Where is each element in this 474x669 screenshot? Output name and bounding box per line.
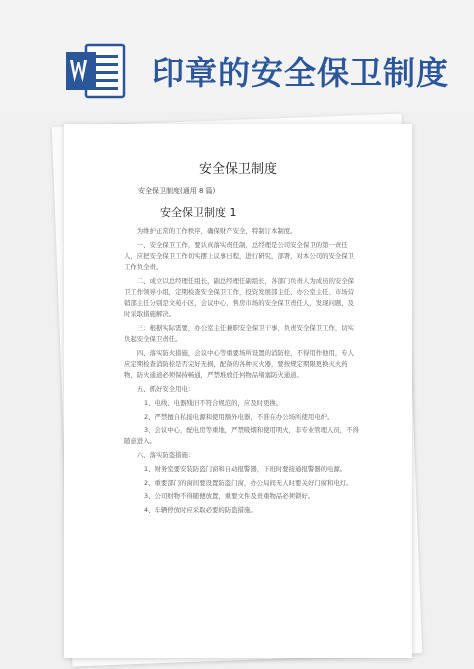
list-item: 3、公司财物不得随便放置，重要文件及贵重物品必须锁好。 [144,492,315,501]
list-item: 4、车辆停放时应采取必要的防盗措施。 [144,505,257,514]
document-title: 安全保卫制度 [198,162,277,177]
list-item: 1、财务室要安装防盗门窗和自动报警器，下班时要接通报警器的电源。 [144,464,347,473]
page-title: 印章的安全保卫制度 [152,54,450,92]
paragraph: 四、落实防火措施，会议中心等重要场所设置的消防栓，不得用作他用，专人应定期检查消防栓是否完好无损，配备的各种灭火器，要按规定期限更换灭火药物，防火通道必须保持畅通，严禁堆放任何物品堵塞防火通道。 [124,349,355,380]
paragraph: 二、成立以总经理任组长，副总经理任副组长，各部门负责人为成员的安全保卫工作领导小组，定期检查安全保卫工作，投资发展部主任、办公室主任、市场营销部主任分别是文苑小区，会议中心，售房市场的安全保卫责任人，发现问题，及时采取措施解决。 [124,276,355,319]
list-item: 2、严禁擅自私接电源和使用额外电器，不准在办公场所使用电炉。 [144,412,334,421]
paragraph: 三：根据实际需要，办公室主任兼职安全保卫干事，负责安全保卫工作，切实负起安全保卫责任。 [124,324,355,344]
document-page [64,124,412,658]
list-item: 1、电线、电器残旧不符合规范的，应及时更换。 [144,398,283,407]
paragraph: 为维护正常的工作秩序，确保财产安全，特制订本制度。 [136,227,297,235]
section-heading: 安全保卫制度 1 [160,206,237,219]
paragraph: 六、落实防盗措施： [136,451,195,460]
header-banner [0,0,474,112]
list-item: 3、会议中心，配电房等重地，严禁吸烟和使用明火，非专业管理人员，不得随意进入。 [124,426,359,446]
document-subtitle: 安全保卫制度(通用 8 篇) [138,187,216,195]
paragraph: 五、抓好安全用电： [136,385,195,394]
document-body [124,226,360,519]
paragraph: 一、安全保卫工作，要认真落实责任制，总经理是公司安全保卫的第一责任人，应把安全保卫工作切实摆上议事日程，进行研究，部署，对本公司的安全保卫工作负全责。 [124,240,355,272]
list-item: 2、重要部门的窗间要设置防盗门窗，办公局间无人时要关好门窗和电灯。 [144,478,353,487]
word-document-icon [66,42,126,100]
